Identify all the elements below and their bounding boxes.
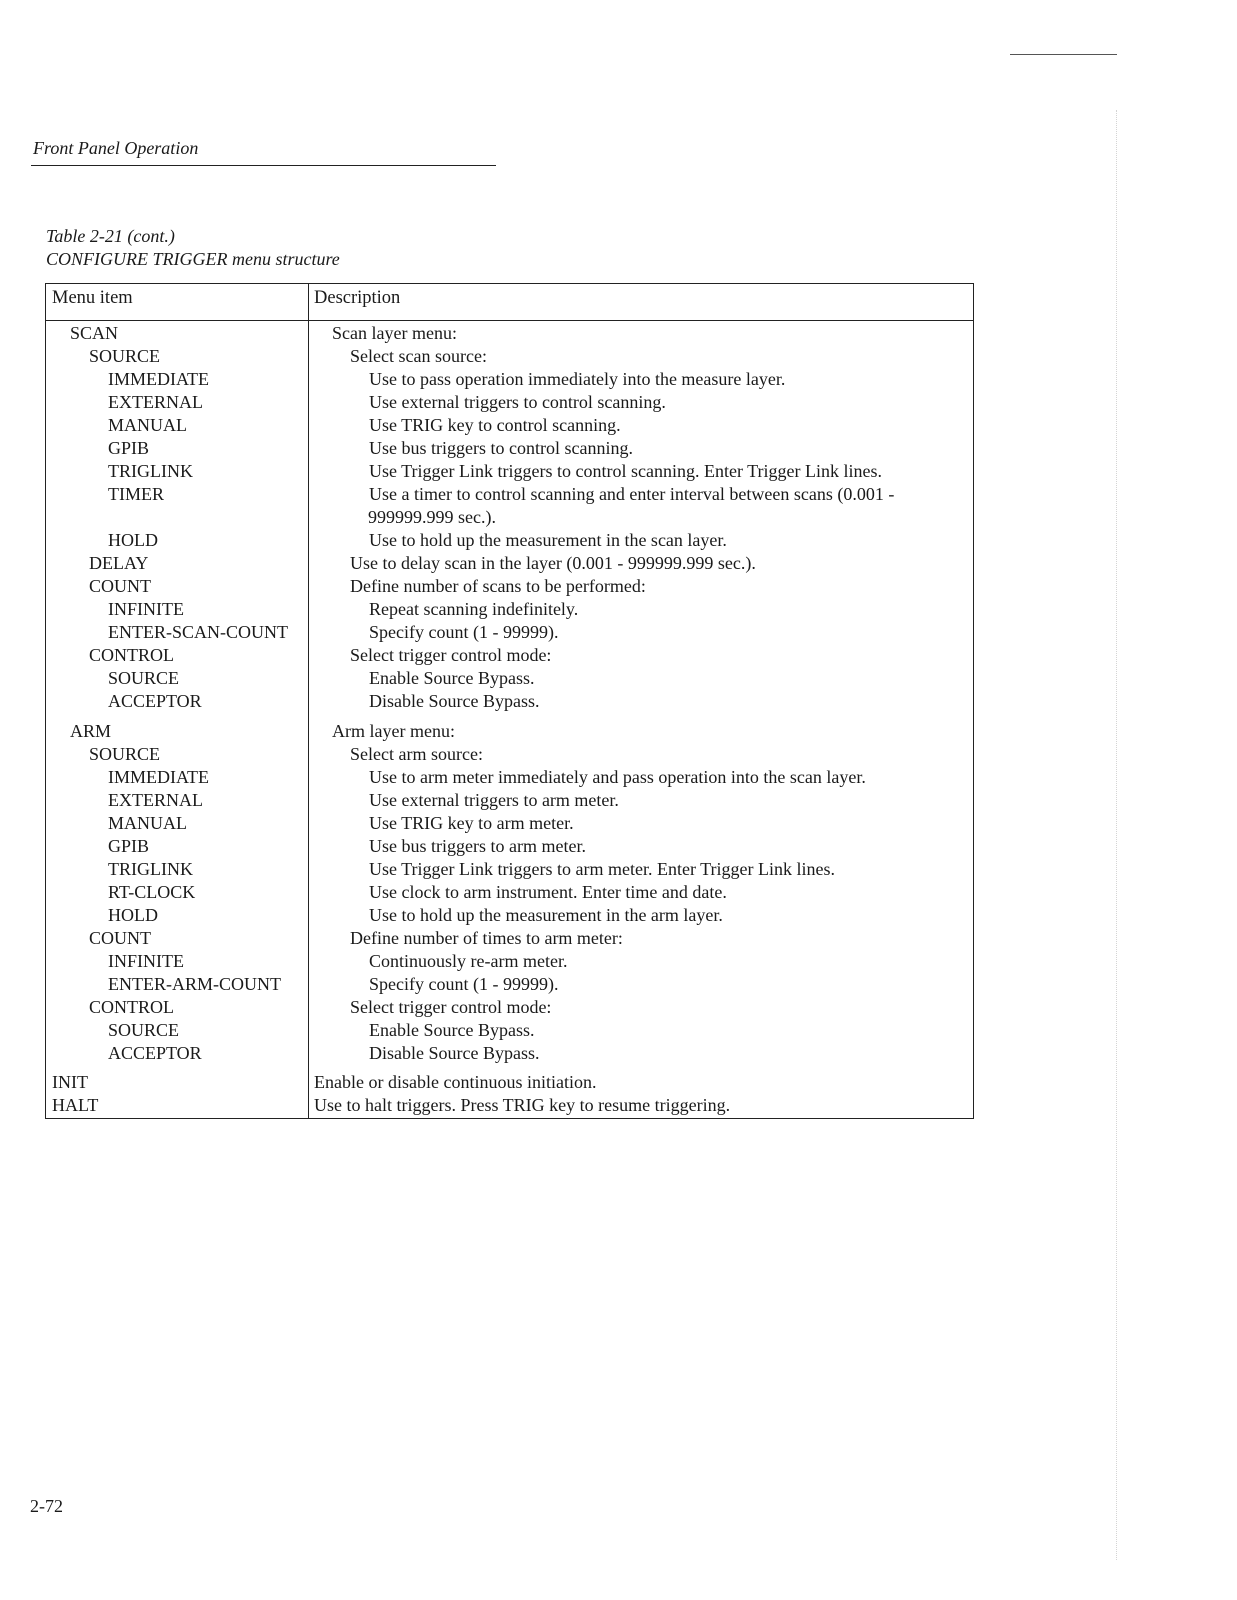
description-cell: Disable Source Bypass.: [369, 691, 540, 711]
table-row: [46, 1042, 973, 1065]
description-cell: Use TRIG key to control scanning.: [369, 415, 621, 435]
description-cell: Use to arm meter immediately and pass operation into the scan layer.: [369, 767, 866, 787]
description-cell: Specify count (1 - 99999).: [369, 622, 559, 642]
description-cell: Arm layer menu:: [332, 721, 455, 741]
menu-item-cell: INFINITE: [108, 951, 184, 971]
table-title: CONFIGURE TRIGGER menu structure: [46, 249, 340, 269]
table-row: [46, 621, 973, 644]
description-cell: Select trigger control mode:: [350, 997, 552, 1017]
table-row: [46, 720, 973, 743]
menu-item-cell: ACCEPTOR: [108, 1043, 202, 1063]
menu-item-cell: MANUAL: [108, 813, 187, 833]
menu-item-cell: HALT: [52, 1095, 99, 1115]
table-row: [46, 835, 973, 858]
menu-item-cell: SOURCE: [108, 1020, 180, 1040]
table-row: [46, 414, 973, 437]
menu-item-cell: TIMER: [108, 484, 164, 504]
menu-item-cell: CONTROL: [89, 997, 174, 1017]
table-row: [46, 973, 973, 996]
description-cell: Use to delay scan in the layer (0.001 - 999999.999 sec.).: [350, 553, 756, 573]
table-row: [46, 743, 973, 766]
description-cell: Continuously re-arm meter.: [369, 951, 568, 971]
table-row: [46, 460, 973, 483]
description-cell: Use Trigger Link triggers to control scanning. Enter Trigger Link lines.: [369, 461, 882, 481]
table-row: [46, 667, 973, 690]
description-cell: Disable Source Bypass.: [369, 1043, 540, 1063]
description-cell: Define number of times to arm meter:: [350, 928, 623, 948]
menu-item-cell: GPIB: [108, 438, 150, 458]
table-row: [46, 927, 973, 950]
table-row: [46, 552, 973, 575]
table-row: [46, 789, 973, 812]
description-cell: Enable Source Bypass.: [369, 1020, 535, 1040]
menu-item-cell: SOURCE: [108, 668, 180, 688]
description-cell: 999999.999 sec.).: [368, 507, 496, 527]
table-row: [46, 950, 973, 973]
menu-item-cell: TRIGLINK: [108, 461, 193, 481]
description-cell: Select scan source:: [350, 346, 487, 366]
table-row: [46, 391, 973, 414]
description-cell: Enable or disable continuous initiation.: [314, 1072, 597, 1092]
header-row-rule: [46, 320, 973, 321]
table-row: [46, 575, 973, 598]
menu-structure-table: [45, 283, 974, 1119]
binding-margin-marks: [1116, 110, 1123, 1560]
table-row: [46, 345, 973, 368]
description-cell: Select trigger control mode:: [350, 645, 552, 665]
table-row: [46, 506, 973, 529]
menu-item-cell: ENTER-ARM-COUNT: [108, 974, 281, 994]
menu-item-cell: ENTER-SCAN-COUNT: [108, 622, 288, 642]
menu-item-cell: COUNT: [89, 576, 151, 596]
menu-item-cell: MANUAL: [108, 415, 187, 435]
description-cell: Specify count (1 - 99999).: [369, 974, 559, 994]
page-number: 2-72: [30, 1496, 63, 1516]
menu-item-cell: IMMEDIATE: [108, 767, 209, 787]
menu-item-cell: COUNT: [89, 928, 151, 948]
menu-item-cell: IMMEDIATE: [108, 369, 209, 389]
description-cell: Use external triggers to arm meter.: [369, 790, 619, 810]
menu-item-cell: DELAY: [89, 553, 149, 573]
table-row: [46, 1019, 973, 1042]
table-row: [46, 368, 973, 391]
menu-item-cell: HOLD: [108, 530, 158, 550]
description-cell: Use TRIG key to arm meter.: [369, 813, 574, 833]
table-row: [46, 812, 973, 835]
description-cell: Use to halt triggers. Press TRIG key to resume triggering.: [314, 1095, 731, 1115]
table-row: [46, 904, 973, 927]
table-row: [46, 1071, 973, 1094]
menu-item-cell: RT-CLOCK: [108, 882, 196, 902]
menu-item-cell: GPIB: [108, 836, 150, 856]
menu-item-cell: ARM: [70, 721, 112, 741]
table-row: [46, 483, 973, 506]
description-cell: Use to pass operation immediately into the measure layer.: [369, 369, 786, 389]
table-row: [46, 858, 973, 881]
menu-item-cell: INFINITE: [108, 599, 184, 619]
menu-item-cell: TRIGLINK: [108, 859, 193, 879]
table-row: [46, 690, 973, 713]
table-row: [46, 766, 973, 789]
description-cell: Use a timer to control scanning and enter interval between scans (0.001 -: [369, 484, 895, 504]
menu-item-cell: HOLD: [108, 905, 158, 925]
table-caption: [46, 225, 340, 271]
top-right-rule: [1010, 54, 1117, 55]
table-row: [46, 529, 973, 552]
column-header-description: Description: [314, 288, 401, 308]
description-cell: Use to hold up the measurement in the scan layer.: [369, 530, 727, 550]
description-cell: Define number of scans to be performed:: [350, 576, 646, 596]
description-cell: Use external triggers to control scanning.: [369, 392, 666, 412]
description-cell: Use Trigger Link triggers to arm meter. Enter Trigger Link lines.: [369, 859, 835, 879]
table-row: [46, 881, 973, 904]
table-number: Table 2-21 (cont.): [46, 226, 175, 246]
header-rule: [31, 165, 496, 166]
table-row: [46, 598, 973, 621]
menu-item-cell: CONTROL: [89, 645, 174, 665]
description-cell: Scan layer menu:: [332, 323, 457, 343]
description-cell: Use bus triggers to arm meter.: [369, 836, 586, 856]
menu-item-cell: SOURCE: [89, 346, 161, 366]
table-row: [46, 437, 973, 460]
menu-item-cell: SOURCE: [89, 744, 161, 764]
description-cell: Enable Source Bypass.: [369, 668, 535, 688]
menu-item-cell: EXTERNAL: [108, 790, 203, 810]
menu-item-cell: INIT: [52, 1072, 88, 1092]
table-row: [46, 996, 973, 1019]
table-row: [46, 1094, 973, 1117]
description-cell: Use to hold up the measurement in the arm layer.: [369, 905, 723, 925]
table-row: [46, 322, 973, 345]
menu-item-cell: EXTERNAL: [108, 392, 203, 412]
description-cell: Use bus triggers to control scanning.: [369, 438, 633, 458]
table-row: [46, 644, 973, 667]
menu-item-cell: ACCEPTOR: [108, 691, 202, 711]
description-cell: Select arm source:: [350, 744, 483, 764]
description-cell: Repeat scanning indefinitely.: [369, 599, 579, 619]
description-cell: Use clock to arm instrument. Enter time and date.: [369, 882, 727, 902]
column-header-menu-item: Menu item: [52, 288, 133, 308]
section-header: Front Panel Operation: [33, 138, 199, 158]
menu-item-cell: SCAN: [70, 323, 119, 343]
